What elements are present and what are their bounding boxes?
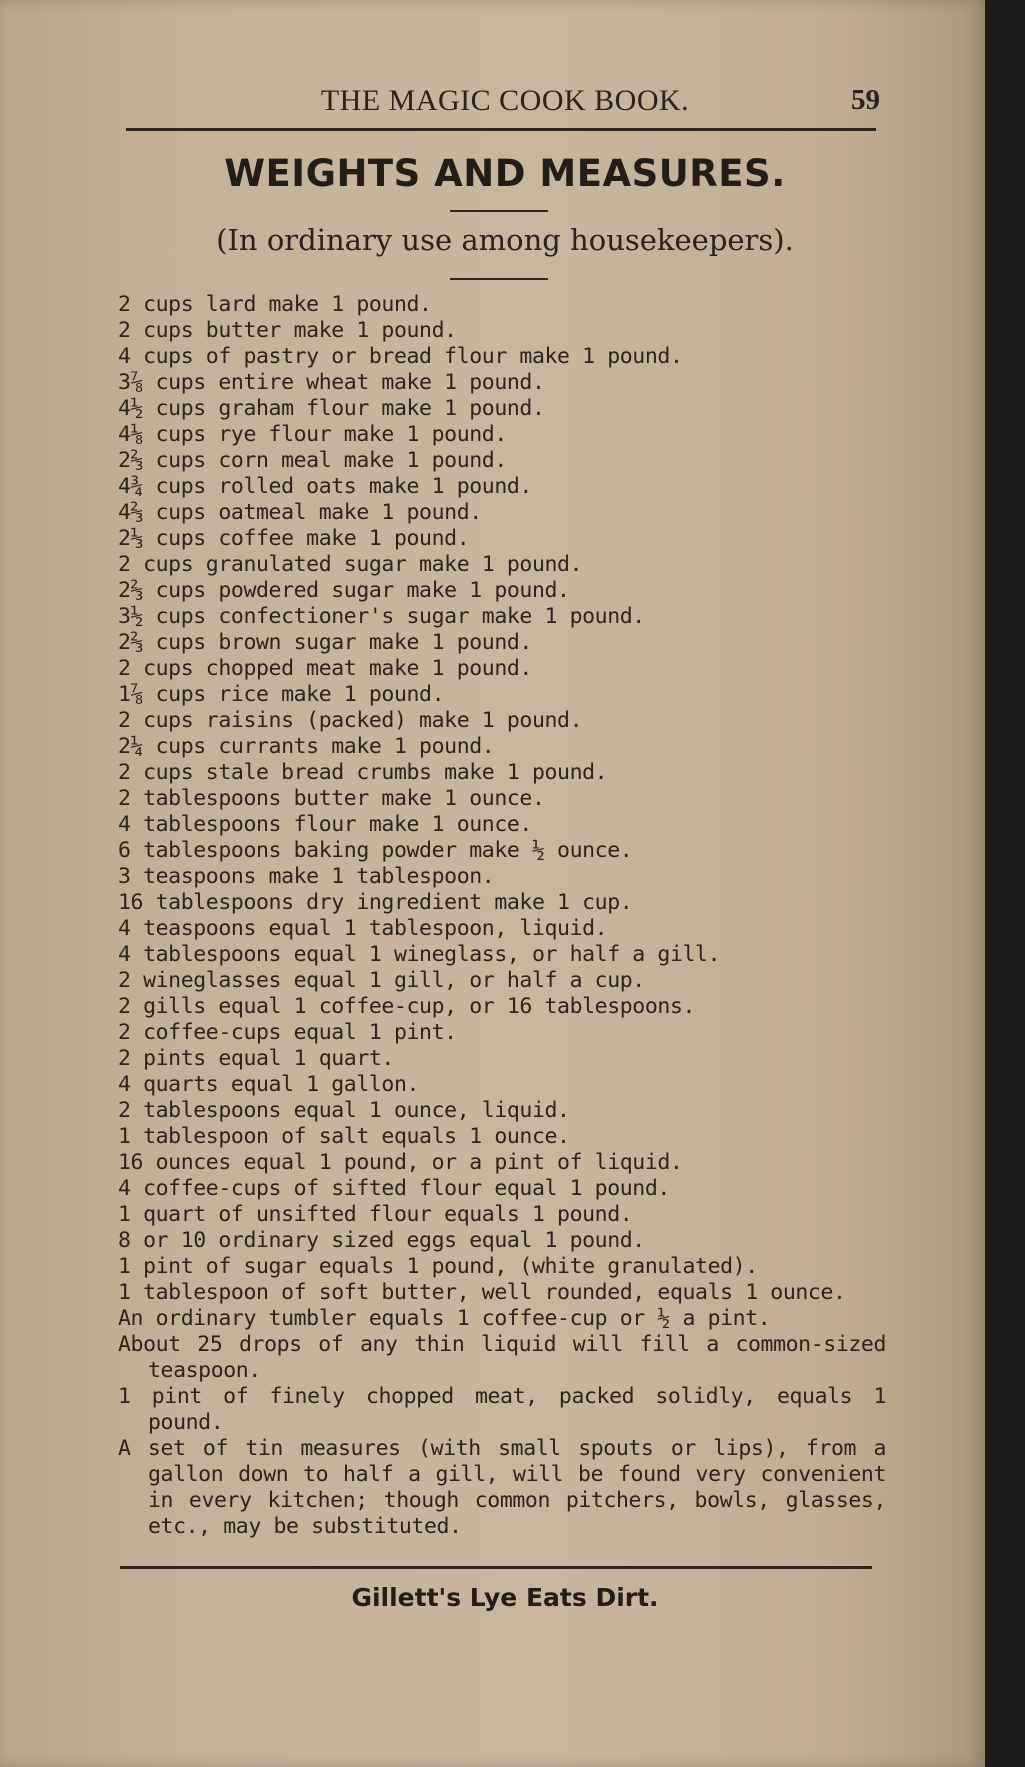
running-title: THE MAGIC COOK BOOK. — [320, 84, 690, 117]
page-header — [130, 84, 880, 124]
measure-entry: A set of tin measures (with small spouts or lips), from a gallon down to half a gill, will be found very convenient in every kitchen; though common pitchers, bowls, glasses, etc., may be substituted. — [118, 1436, 886, 1539]
footer-rule — [120, 1566, 872, 1569]
measure-entry: 2 tablespoons equal 1 ounce, liquid. — [118, 1098, 570, 1123]
measure-entry: 1 tablespoon of salt equals 1 ounce. — [118, 1124, 570, 1149]
measure-entry: 2¼ cups currants make 1 pound. — [118, 734, 495, 759]
measure-entry: 1⅞ cups rice make 1 pound. — [118, 682, 445, 707]
measure-entry: 4 teaspoons equal 1 tablespoon, liquid. — [118, 916, 608, 941]
measure-entry: An ordinary tumbler equals 1 coffee-cup or ½ a pint. — [118, 1306, 771, 1331]
measure-entry: About 25 drops of any thin liquid will fill a common-sized teaspoon. — [118, 1332, 886, 1383]
measure-entry: 16 ounces equal 1 pound, or a pint of liquid. — [118, 1150, 683, 1175]
measure-entry: 2 wineglasses equal 1 gill, or half a cup. — [118, 968, 645, 993]
page-title: WEIGHTS AND MEASURES. — [224, 152, 786, 195]
measure-entry: 1 quart of unsifted flour equals 1 pound. — [118, 1202, 633, 1227]
measure-entry: 2 tablespoons butter make 1 ounce. — [118, 786, 545, 811]
measure-entry: 2 cups butter make 1 pound. — [118, 318, 457, 343]
measure-entry: 4 coffee-cups of sifted flour equal 1 pound. — [118, 1176, 670, 1201]
page-number: 59 — [851, 84, 880, 116]
title-divider — [450, 210, 548, 212]
measure-entry: 2⅓ cups coffee make 1 pound. — [118, 526, 470, 551]
measure-entry: 4¾ cups rolled oats make 1 pound. — [118, 474, 532, 499]
measure-entry: 8 or 10 ordinary sized eggs equal 1 pound. — [118, 1228, 645, 1253]
measure-entry: 3½ cups confectioner's sugar make 1 pound. — [118, 604, 645, 629]
measure-entry: 6 tablespoons baking powder make ½ ounce. — [118, 838, 633, 863]
measure-entry: 2⅔ cups powdered sugar make 1 pound. — [118, 578, 570, 603]
measure-entry: 2 cups granulated sugar make 1 pound. — [118, 552, 583, 577]
header-rule — [126, 128, 876, 131]
measure-entry: 2⅔ cups corn meal make 1 pound. — [118, 448, 507, 473]
measure-entry: 2⅔ cups brown sugar make 1 pound. — [118, 630, 532, 655]
footer-slogan: Gillett's Lye Eats Dirt. — [351, 1583, 659, 1612]
measures-list — [118, 292, 886, 1540]
measure-entry: 4⅔ cups oatmeal make 1 pound. — [118, 500, 482, 525]
measure-entry: 2 cups chopped meat make 1 pound. — [118, 656, 532, 681]
measure-entry: 2 pints equal 1 quart. — [118, 1046, 394, 1071]
measure-entry: 1 pint of sugar equals 1 pound, (white granulated). — [118, 1254, 758, 1279]
measure-entry: 3 teaspoons make 1 tablespoon. — [118, 864, 495, 889]
measure-entry: 1 tablespoon of soft butter, well rounded, equals 1 ounce. — [118, 1280, 846, 1305]
measure-entry: 3⅞ cups entire wheat make 1 pound. — [118, 370, 545, 395]
measure-entry: 2 coffee-cups equal 1 pint. — [118, 1020, 457, 1045]
measure-entry: 2 cups raisins (packed) make 1 pound. — [118, 708, 583, 733]
measure-entry: 4 quarts equal 1 gallon. — [118, 1072, 420, 1097]
measure-entry: 2 gills equal 1 coffee-cup, or 16 tablespoons. — [118, 994, 696, 1019]
measure-entry: 4½ cups graham flour make 1 pound. — [118, 396, 545, 421]
measure-entry: 4 tablespoons flour make 1 ounce. — [118, 812, 532, 837]
measure-entry: 16 tablespoons dry ingredient make 1 cup. — [118, 890, 633, 915]
measure-entry: 4⅛ cups rye flour make 1 pound. — [118, 422, 507, 447]
measure-entry: 4 cups of pastry or bread flour make 1 pound. — [118, 344, 683, 369]
subtitle-divider — [450, 278, 548, 280]
page-subtitle: (In ordinary use among housekeepers). — [216, 223, 794, 257]
measure-entry: 1 pint of finely chopped meat, packed solidly, equals 1 pound. — [118, 1384, 886, 1435]
measure-entry: 2 cups lard make 1 pound. — [118, 292, 432, 317]
measure-entry: 2 cups stale bread crumbs make 1 pound. — [118, 760, 608, 785]
measure-entry: 4 tablespoons equal 1 wineglass, or half a gill. — [118, 942, 721, 967]
